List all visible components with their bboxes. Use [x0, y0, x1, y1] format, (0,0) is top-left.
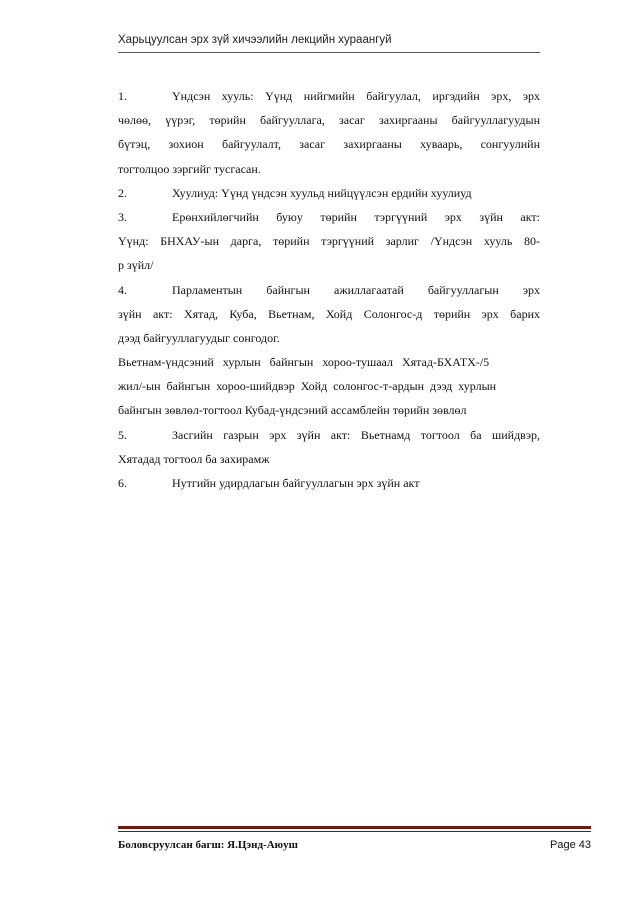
footer-author: Боловсруулсан багш: Я.Цэнд-Аюуш	[118, 839, 298, 851]
item-3-line-2: Үүнд: БНХАУ-ын дарга, төрийн тэргүүний зарлиг /Үндсэн хууль 80-	[118, 234, 540, 249]
item-3-line-1: 3. Ерөнхийлөгчийн буюу төрийн тэргүүний эрх зүйн акт:	[118, 205, 540, 229]
item-5-number: 5.	[118, 427, 127, 442]
paragraph-line-1: Вьетнам-үндсэний хурлын байнгын хороо-тушаал Хятад-БХАТХ-/5	[118, 355, 490, 370]
item-6-line-1: 6. Нутгийн удирдлагын байгууллагын эрх зүйн акт	[118, 471, 540, 495]
item-1-line-2: чөлөө, үүрэг, төрийн байгууллага, засаг захиргааны байгууллагуудын	[118, 113, 540, 128]
item-3-number: 3.	[118, 209, 127, 224]
running-header: Харьцуулсан эрх зүй хичээлийн лекцийн хураангуй	[118, 34, 392, 46]
item-4-line-3: дээд байгууллагуудыг сонгодог.	[118, 330, 280, 345]
item-2-number: 2.	[118, 185, 127, 200]
item-4-line-2: зүйн акт: Хятад, Куба, Вьетнам, Хойд Солонгос-д төрийн эрх барих	[118, 306, 540, 321]
item-4-line-1: 4. Парламентын байнгын ажиллагаатай байгууллагын эрх	[118, 278, 540, 302]
item-1-line-4: тогтолцоо зэргийг тусгасан.	[118, 161, 261, 176]
footer-rule-thick	[118, 826, 591, 829]
document-body	[118, 84, 540, 495]
item-1-line-3: бүтэц, зохион байгуулалт, засаг захиргааны хуваарь, сонгуулийн	[118, 137, 540, 152]
header-rule	[118, 52, 540, 53]
item-1-number: 1.	[118, 89, 127, 103]
footer-rule-thin	[118, 831, 591, 832]
item-6-number: 6.	[118, 476, 127, 490]
item-2-line-1: 2. Хуулиуд: Үүнд үндсэн хуульд нийцүүлсэн ердийн хуулиуд	[118, 181, 540, 205]
item-5-line-1: 5. Засгийн газрын эрх зүйн акт: Вьетнамд тогтоол ба шийдвэр,	[118, 423, 540, 447]
item-5-line-2: Хятадад тогтоол ба захирамж	[118, 451, 270, 466]
item-4-number: 4.	[118, 282, 127, 297]
item-1-line-1: 1. Үндсэн хууль: Үүнд нийгмийн байгуулал, иргэдийн эрх, эрх	[118, 84, 540, 108]
paragraph-line-3: байнгын зөвлөл-тогтоол Кубад-үндсэний ассамблейн төрийн зөвлөл	[118, 403, 467, 418]
item-3-line-3: р зүйл/	[118, 258, 154, 273]
paragraph-line-2: жил/-ын байнгын хороо-шийдвэр Хойд солонгос-т-ардын дээд хурлын	[118, 379, 497, 394]
page-number: Page 43	[550, 839, 591, 851]
